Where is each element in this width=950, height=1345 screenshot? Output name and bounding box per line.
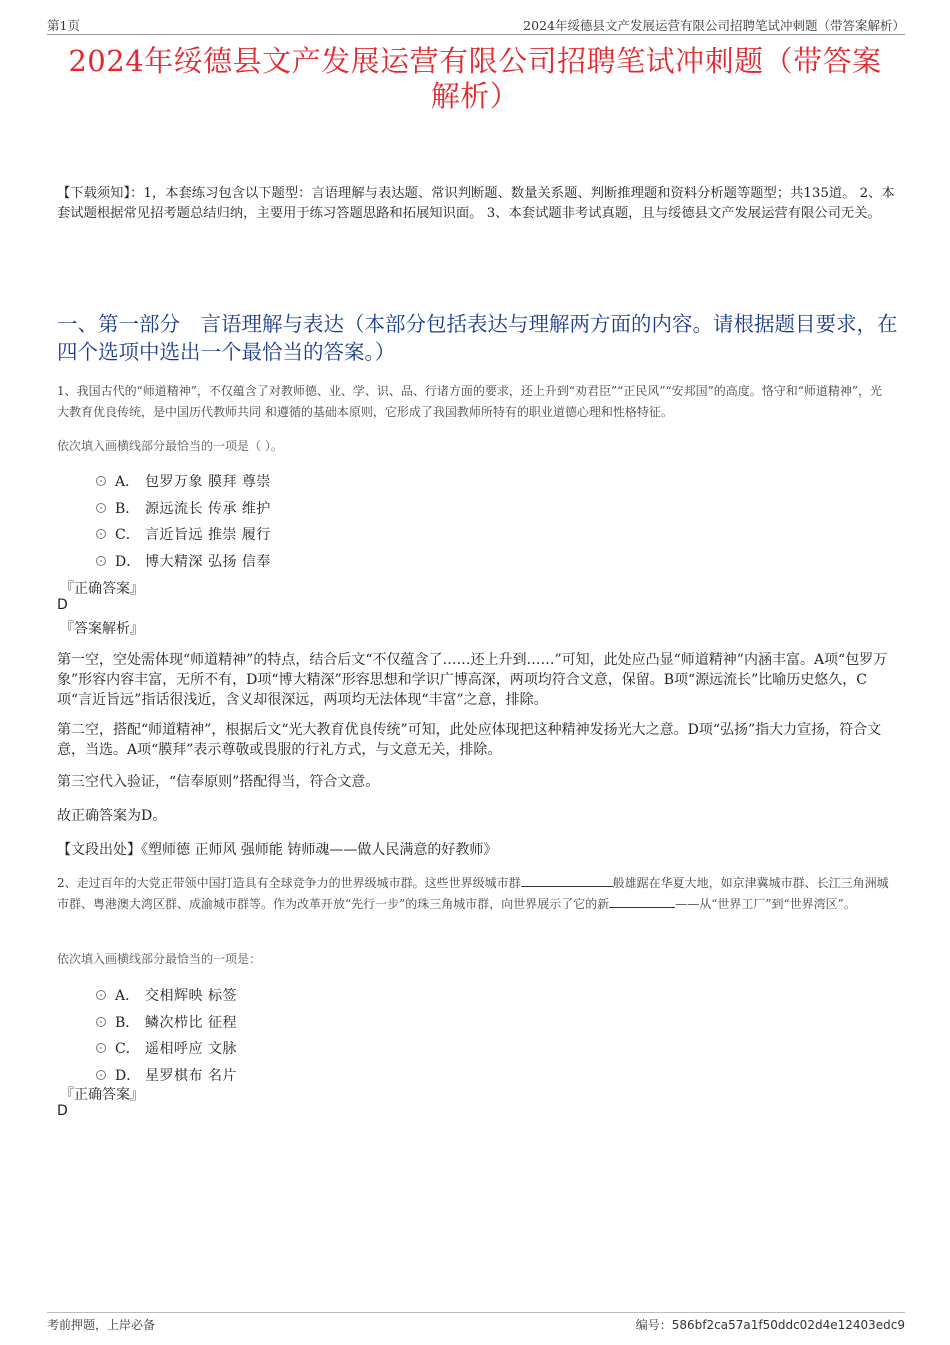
option-text: 言近旨远 推崇 履行: [145, 527, 271, 543]
option-text: 星罗棋布 名片: [145, 1067, 237, 1084]
question-1-options: [96, 470, 496, 576]
answer-value: D: [57, 597, 68, 613]
page-footer: [47, 1312, 905, 1333]
option-key: D．: [115, 553, 141, 570]
analysis-paragraph-2: 第二空，搭配“师道精神”，根据后文“光大教育优良传统”可知，此处应体现把这种精神发扬光大之意。D项“弘扬”指大力宣扬，符合文意，当选。A项“膜拜”表示尊敬或畏服的行礼方式，与文意无关，排除。: [57, 722, 882, 758]
option-b[interactable]: [96, 1011, 496, 1038]
page-header: [47, 14, 905, 35]
option-key: C．: [115, 527, 140, 543]
analysis-paragraph-1: 第一空，空处需体现“师道精神”的特点，结合后文“不仅蕴含了……还上升到……”可知，此处应凸显“师道精神”内涵丰富。A项“包罗万象”形容内容丰富，无所不有，D项“博大精深”形容思想和学识广博高深，两项均符合文意，保留。B项“源远流长”比喻历史悠久，C项“言近旨远”指话很浅近，含义却很深远，两项均无法体现“丰富”之意，排除。: [57, 652, 888, 708]
header-doc-title: 2024年绥德县文产发展运营有限公司招聘笔试冲刺题（带答案解析）: [523, 18, 905, 33]
option-key: C．: [115, 1041, 140, 1057]
question-2-stem-part-3: ——从“世界工厂”到“世界湾区”。: [675, 897, 856, 911]
title-line-2: 解析）: [430, 79, 520, 113]
page-number: 第1页: [47, 18, 80, 33]
answer-label: 『正确答案』: [60, 581, 144, 597]
option-key: A．: [115, 988, 140, 1004]
option-key: D．: [115, 1067, 141, 1084]
document-title: [40, 44, 910, 114]
option-text: 源远流长 传承 维护: [145, 500, 271, 517]
footer-code-label: 编号：: [635, 1318, 672, 1332]
fill-blank-1: [521, 875, 613, 887]
option-a[interactable]: [96, 984, 496, 1011]
option-text: 鳞次栉比 征程: [145, 1014, 237, 1031]
answer-label: 『正确答案』: [60, 1087, 144, 1103]
fill-blank-2: [609, 896, 675, 908]
option-text: 包罗万象 膜拜 尊崇: [145, 474, 271, 490]
radio-icon[interactable]: [96, 556, 106, 566]
question-2-stem-part-1: 2、走过百年的大党正带领中国打造具有全球竞争力的世界级城市群。这些世界级城市群: [57, 876, 521, 890]
radio-icon[interactable]: [96, 990, 106, 1000]
radio-icon[interactable]: [96, 503, 106, 513]
footer-code: [636, 1316, 905, 1333]
section-heading: 一、第一部分 言语理解与表达（本部分包括表达与理解两方面的内容。请根据题目要求，在四个选项中选出一个最恰当的答案。）: [57, 312, 898, 364]
option-d[interactable]: [96, 1064, 496, 1091]
radio-icon[interactable]: [96, 476, 106, 486]
radio-icon[interactable]: [96, 1043, 106, 1053]
question-2-ask: 依次填入画横线部分最恰当的一项是：: [57, 952, 262, 966]
footer-slogan: 考前押题，上岸必备: [47, 1318, 156, 1332]
question-2-stem-part-2: 般雄踞在华夏大地，如京津冀城市群、长江三角洲城市群、粤港澳大湾区群、成渝城市群等。作为改革开放“先行一步”的珠三角城市群，向世界展示了它的新: [57, 876, 889, 911]
option-b[interactable]: [96, 497, 496, 524]
option-text: 遥相呼应 文脉: [145, 1041, 237, 1057]
radio-icon[interactable]: [96, 1017, 106, 1027]
title-line-1: 2024年绥德县文产发展运营有限公司招聘笔试冲刺题（带答案: [68, 44, 882, 78]
passage-source: 【文段出处】《塑师德 正师风 强师能 铸师魂——做人民满意的好教师》: [57, 842, 498, 858]
option-text: 博大精深 弘扬 信奉: [145, 553, 271, 570]
option-d[interactable]: [96, 550, 496, 577]
analysis-paragraph-3: 第三空代入验证，“信奉原则”搭配得当，符合文意。: [57, 774, 380, 790]
option-key: A．: [115, 474, 140, 490]
download-notice: 【下载须知】：1，本套练习包含以下题型：言语理解与表达题、常识判断题、数量关系题、判断推理题和资料分析题等题型；共135道。 2、本套试题根据常见招考题总结归纳，主要用于练习答题思路和拓展知识面。 3、本套试题非考试真题，且与绥德县文产发展运营有限公司无关。: [57, 186, 895, 221]
option-key: B．: [115, 1014, 140, 1031]
question-2-stem: [57, 873, 890, 915]
option-key: B．: [115, 500, 140, 517]
answer-value: D: [57, 1103, 68, 1119]
radio-icon[interactable]: [96, 1070, 106, 1080]
option-a[interactable]: [96, 470, 496, 497]
analysis-conclusion: 故正确答案为D。: [57, 808, 167, 824]
option-text: 交相辉映 标签: [145, 988, 237, 1004]
option-c[interactable]: [96, 523, 496, 550]
footer-code-value: 586bf2ca57a1f50ddc02d4e12403edc9: [671, 1318, 905, 1332]
analysis-label: 『答案解析』: [60, 621, 144, 637]
option-c[interactable]: [96, 1037, 496, 1064]
question-1-ask: 依次填入画横线部分最恰当的一项是（ ）。: [57, 439, 283, 453]
radio-icon[interactable]: [96, 529, 106, 539]
question-1-stem: 1、我国古代的“师道精神”，不仅蕴含了对教师德、业、学、识、品、行诸方面的要求，还上升到“劝君臣”“正民风”“安邦国”的高度。恪守和“师道精神”，光大教育优良传统，是中国历代教师共同 和遵循的基础本原则，它形成了我国教师所特有的职业道德心理和性格特征。: [57, 384, 882, 419]
question-2-options: [96, 984, 496, 1090]
